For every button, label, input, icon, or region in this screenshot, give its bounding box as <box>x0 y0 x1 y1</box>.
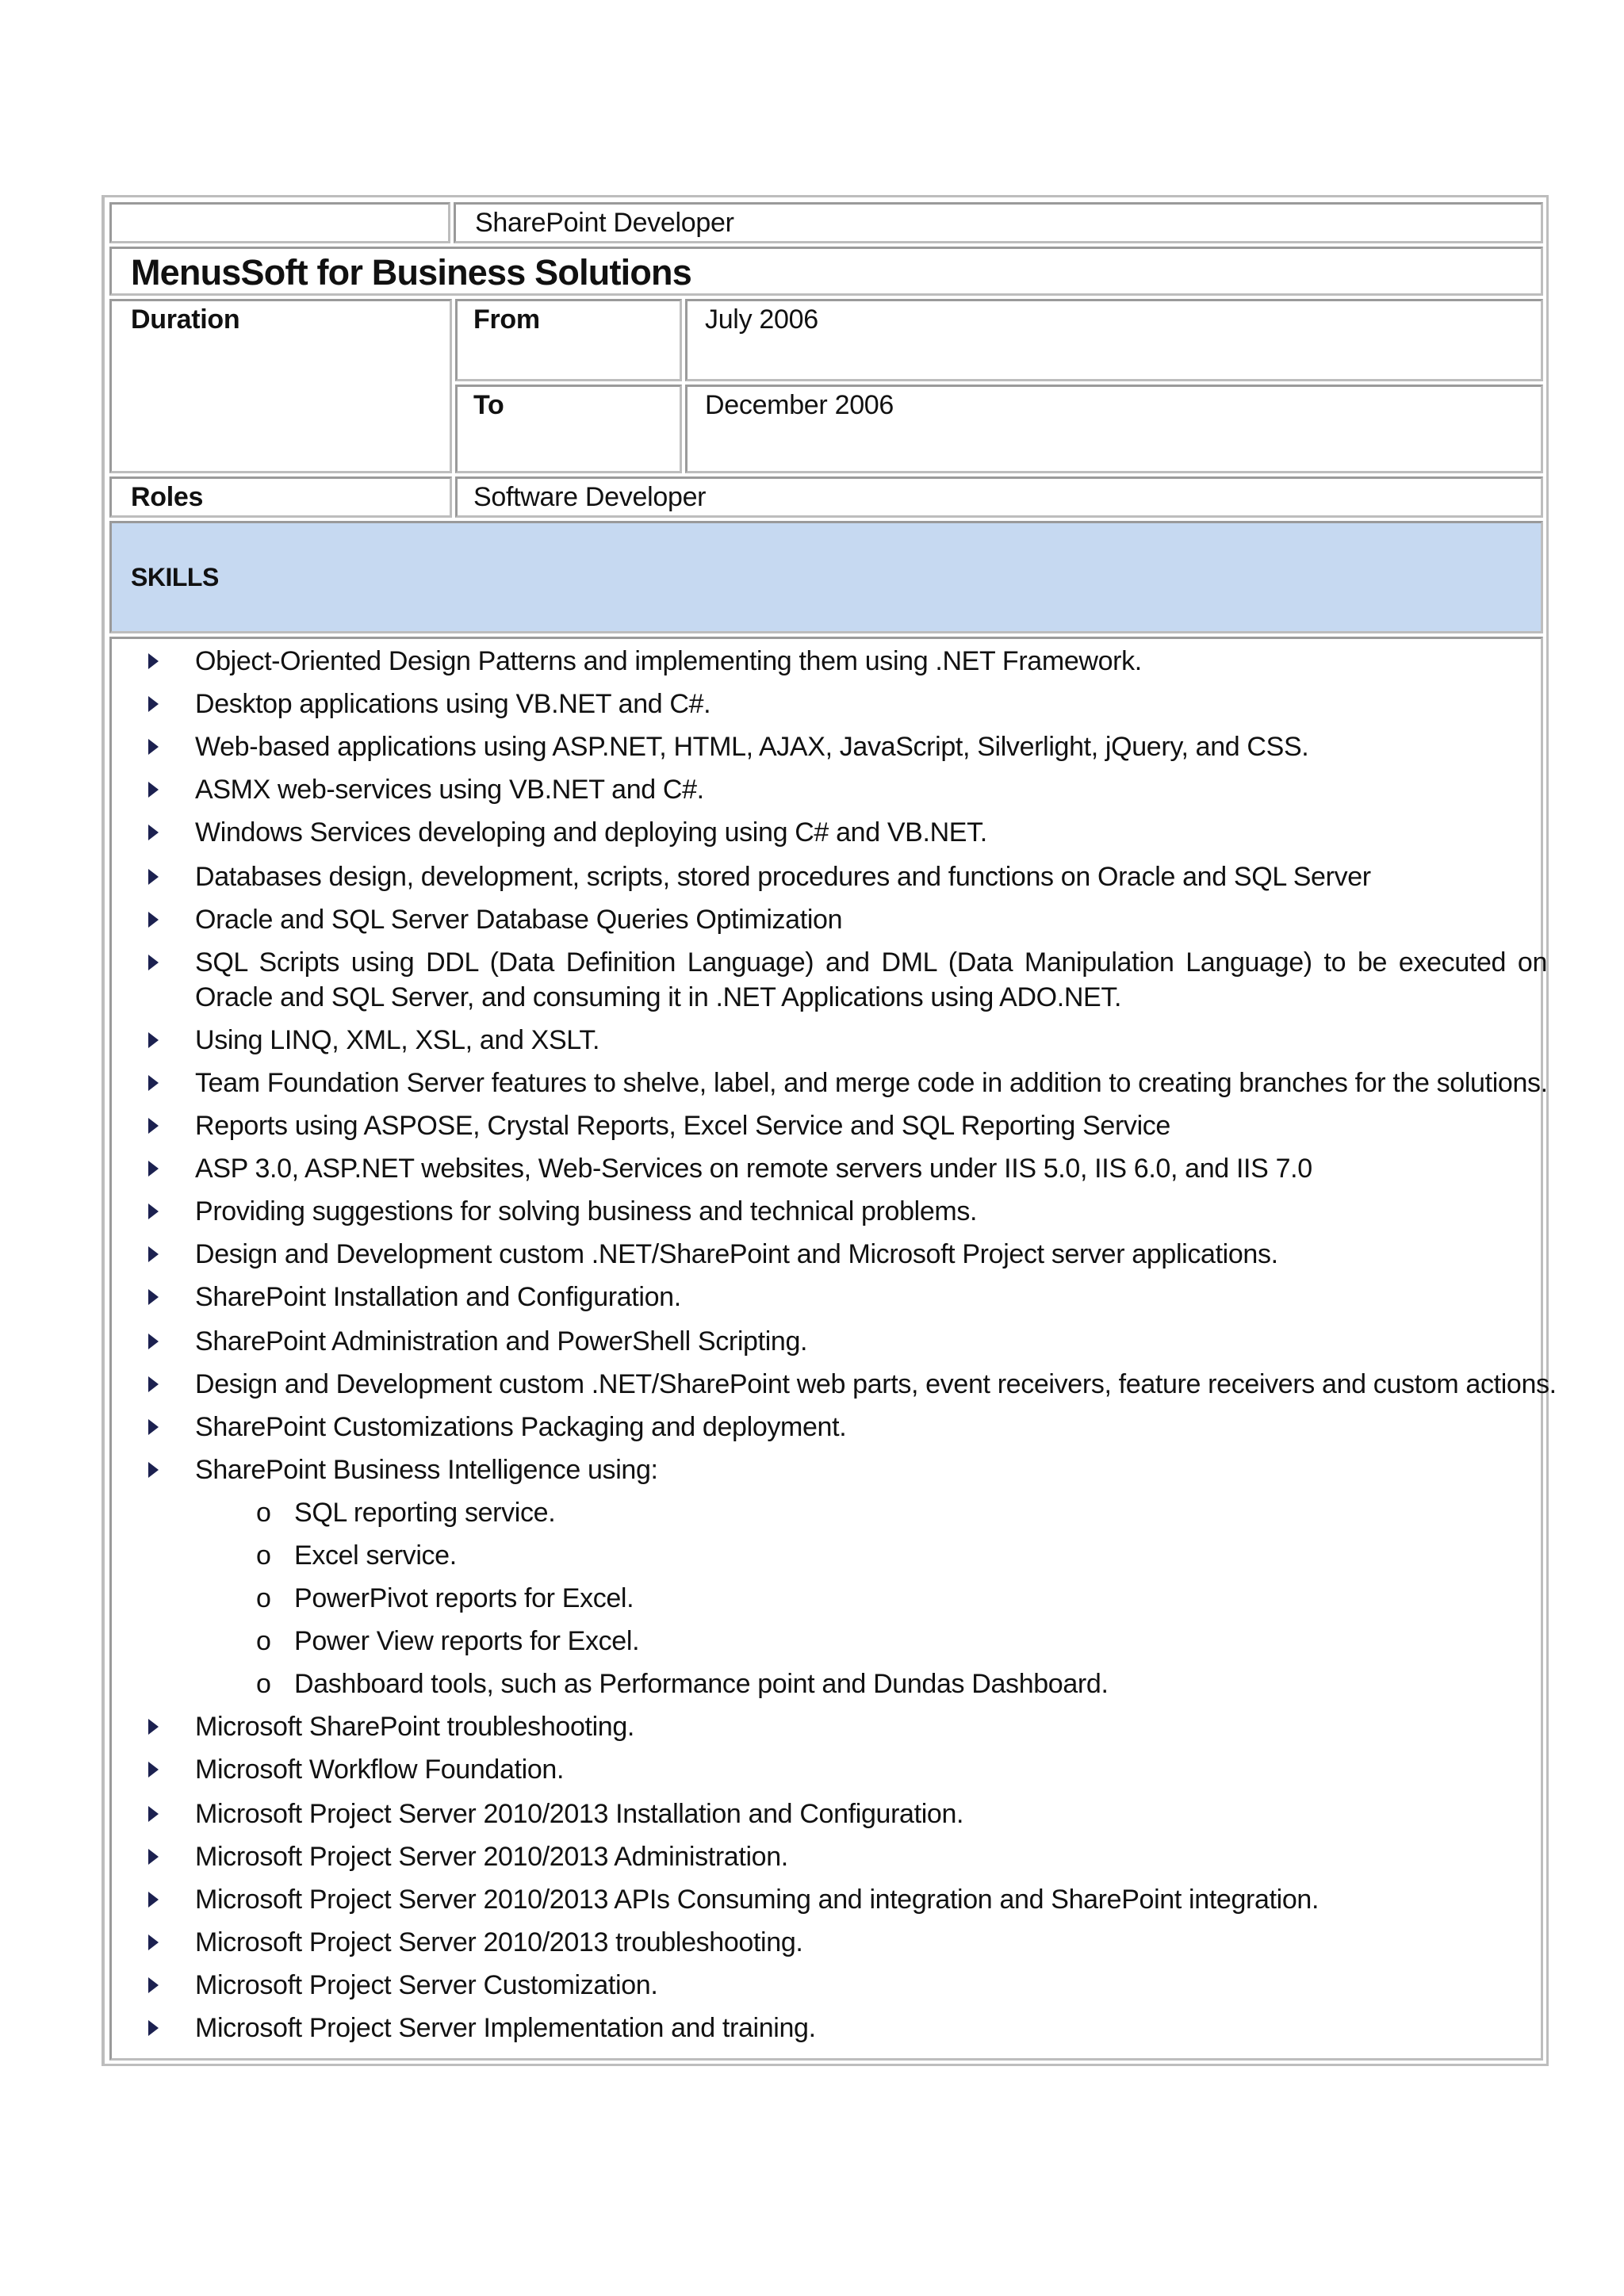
triangle-bullet-icon <box>148 696 159 712</box>
circle-bullet-icon: o <box>256 1498 271 1528</box>
from-label: From <box>473 304 540 335</box>
skills-list-cell <box>109 637 1557 2061</box>
skill-item-text: Web-based applications using ASP.NET, HTML, AJAX, JavaScript, Silverlight, jQuery, and CSS. <box>195 732 1309 762</box>
circle-bullet-icon: o <box>256 1626 271 1656</box>
triangle-bullet-icon <box>148 1719 159 1735</box>
roles-label: Roles <box>131 482 204 512</box>
roles-label-cell <box>109 476 452 518</box>
skill-item-text: Reports using ASPOSE, Crystal Reports, Excel Service and SQL Reporting Service <box>195 1111 1170 1141</box>
skill-item-text: Oracle and SQL Server Database Queries Optimization <box>195 905 843 935</box>
triangle-bullet-icon <box>148 2020 159 2036</box>
skill-item-text: Providing suggestions for solving business and technical problems. <box>195 1196 978 1226</box>
skill-item-text: Microsoft Workflow Foundation. <box>195 1755 565 1785</box>
triangle-bullet-icon <box>148 1849 159 1865</box>
triangle-bullet-icon <box>148 1203 159 1219</box>
skill-subitem-text: Excel service. <box>294 1540 457 1571</box>
triangle-bullet-icon <box>148 1806 159 1822</box>
triangle-bullet-icon <box>148 1934 159 1950</box>
skill-item-text: Microsoft Project Server 2010/2013 Installation and Configuration. <box>195 1799 964 1829</box>
roles-value-cell <box>455 476 1543 518</box>
triangle-bullet-icon <box>148 1419 159 1435</box>
skill-item-text: SharePoint Customizations Packaging and deployment. <box>195 1412 847 1442</box>
position-title: SharePoint Developer <box>475 208 734 238</box>
triangle-bullet-icon <box>148 782 159 798</box>
triangle-bullet-icon <box>148 1246 159 1262</box>
resume-section <box>102 195 1557 2066</box>
triangle-bullet-icon <box>148 1892 159 1908</box>
company-name: MenusSoft for Business Solutions <box>131 252 691 293</box>
to-label-cell <box>455 385 682 473</box>
to-value-cell <box>685 385 1543 473</box>
skill-item-text: SharePoint Administration and PowerShell Scripting. <box>195 1326 808 1357</box>
triangle-bullet-icon <box>148 1289 159 1305</box>
skill-item-text: Design and Development custom .NET/SharePoint web parts, event receivers, feature receivers and custom actions. <box>195 1369 1557 1399</box>
skill-item-text: SharePoint Business Intelligence using: <box>195 1455 658 1485</box>
triangle-bullet-icon <box>148 1161 159 1177</box>
skill-item-text: Desktop applications using VB.NET and C#. <box>195 689 711 719</box>
skill-item-text: Microsoft Project Server 2010/2013 Administration. <box>195 1842 788 1872</box>
triangle-bullet-icon <box>148 1762 159 1777</box>
company-cell <box>109 247 1543 296</box>
position-title-cell <box>454 202 1543 243</box>
triangle-bullet-icon <box>148 1334 159 1349</box>
skill-item-text: Microsoft Project Server Customization. <box>195 1970 658 2000</box>
from-label-cell <box>455 299 682 381</box>
skills-title: SKILLS <box>131 563 219 591</box>
skill-item-text: Databases design, development, scripts, stored procedures and functions on Oracle and SQL Server <box>195 862 1371 892</box>
skill-subitem-text: Power View reports for Excel. <box>294 1626 640 1656</box>
skill-item-text: SQL Scripts using DDL (Data Definition Language) and DML (Data Manipulation Language) to be executed on Oracle and SQL Server, and consuming it in .NET Applications using ADO.NET. <box>195 947 1547 1012</box>
skill-item-text: Microsoft Project Server Implementation and training. <box>195 2013 816 2043</box>
skill-item-text: Microsoft Project Server 2010/2013 troubleshooting. <box>195 1927 803 1957</box>
triangle-bullet-icon <box>148 955 159 970</box>
triangle-bullet-icon <box>148 653 159 669</box>
triangle-bullet-icon <box>148 1075 159 1091</box>
circle-bullet-icon: o <box>256 1583 271 1613</box>
skill-item-text: ASMX web-services using VB.NET and C#. <box>195 775 704 805</box>
skill-item-text: ASP 3.0, ASP.NET websites, Web-Services on remote servers under IIS 5.0, IIS 6.0, and IIS 7.0 <box>195 1154 1312 1184</box>
circle-bullet-icon: o <box>256 1669 271 1699</box>
triangle-bullet-icon <box>148 1977 159 1993</box>
skills-header <box>109 521 1543 633</box>
triangle-bullet-icon <box>148 1118 159 1134</box>
skill-item-text: Microsoft SharePoint troubleshooting. <box>195 1712 635 1742</box>
skill-item-text: Windows Services developing and deploying using C# and VB.NET. <box>195 817 987 848</box>
skill-subitem-text: PowerPivot reports for Excel. <box>294 1583 634 1613</box>
triangle-bullet-icon <box>148 1376 159 1392</box>
duration-label: Duration <box>131 304 240 335</box>
triangle-bullet-icon <box>148 1032 159 1048</box>
to-value: December 2006 <box>705 390 894 420</box>
triangle-bullet-icon <box>148 825 159 840</box>
skill-item-text: Object-Oriented Design Patterns and implementing them using .NET Framework. <box>195 646 1142 676</box>
skill-item-text: Design and Development custom .NET/SharePoint and Microsoft Project server applications. <box>195 1239 1278 1269</box>
from-value: July 2006 <box>705 304 818 335</box>
from-value-cell <box>685 299 1543 381</box>
roles-value: Software Developer <box>473 482 707 512</box>
skill-item-text: Team Foundation Server features to shelve, label, and merge code in addition to creating branches for the solutions. <box>195 1068 1548 1098</box>
circle-bullet-icon: o <box>256 1540 271 1571</box>
blank-cell <box>109 202 450 243</box>
skill-subitem-text: Dashboard tools, such as Performance point and Dundas Dashboard. <box>294 1669 1109 1699</box>
skill-item-text: Microsoft Project Server 2010/2013 APIs Consuming and integration and SharePoint integration. <box>195 1885 1320 1915</box>
skill-item-text: SharePoint Installation and Configuration. <box>195 1282 681 1312</box>
triangle-bullet-icon <box>148 1462 159 1478</box>
triangle-bullet-icon <box>148 739 159 755</box>
skill-subitem-text: SQL reporting service. <box>294 1498 556 1528</box>
triangle-bullet-icon <box>148 869 159 885</box>
duration-label-cell <box>109 299 452 473</box>
to-label: To <box>473 390 504 420</box>
skill-item-text: Using LINQ, XML, XSL, and XSLT. <box>195 1025 600 1055</box>
triangle-bullet-icon <box>148 912 159 928</box>
